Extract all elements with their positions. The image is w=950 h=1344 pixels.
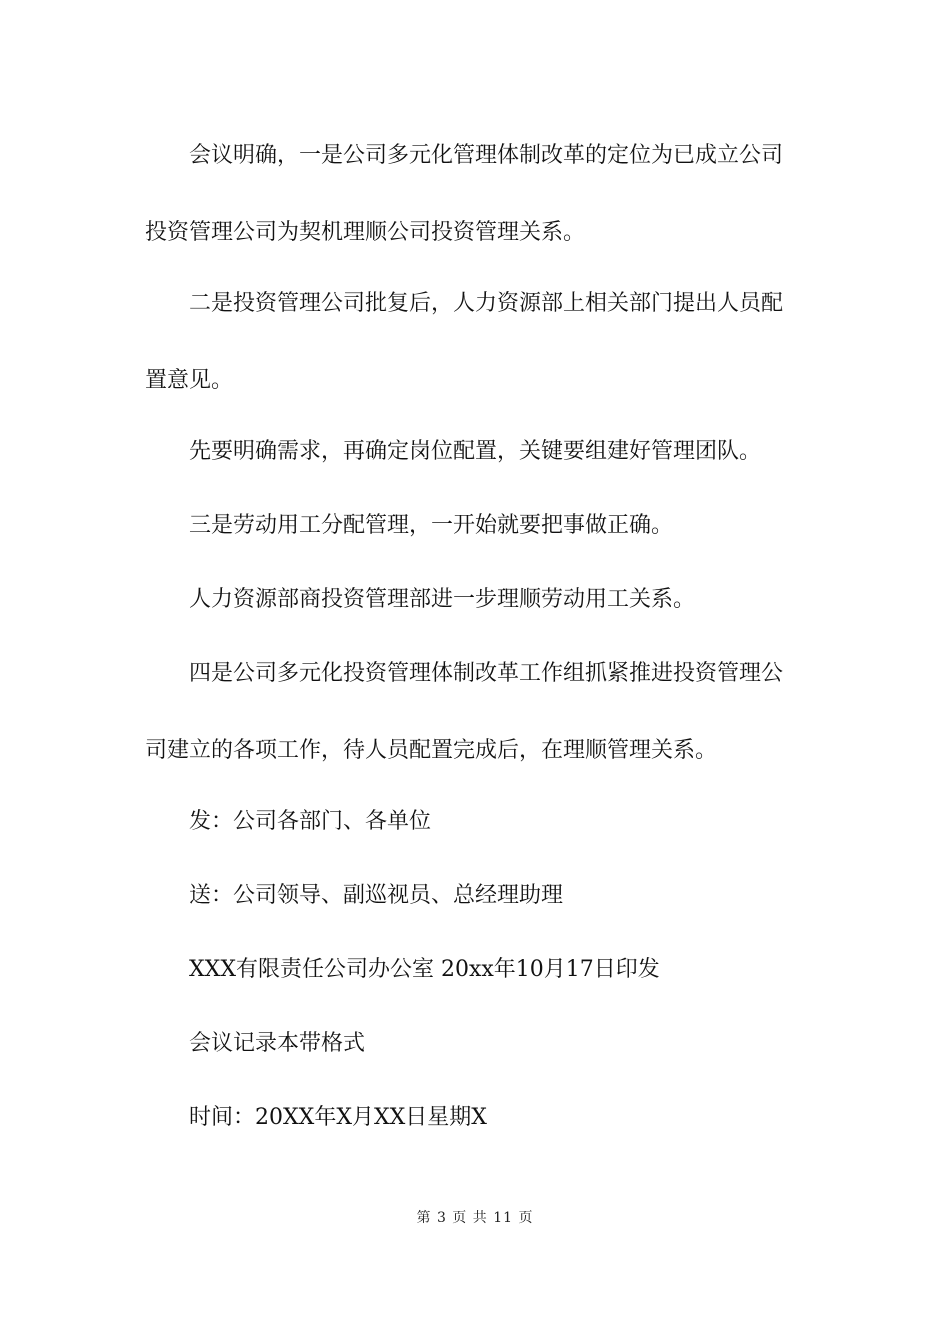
- paragraph-line: 司建立的各项工作，待人员配置完成后，在理顺管理关系。: [145, 738, 718, 763]
- paragraph-line: 三是劳动用工分配管理，一开始就要把事做正确。: [189, 513, 674, 538]
- paragraph-line: 发：公司各部门、各单位: [189, 809, 432, 834]
- paragraph-1: [145, 145, 815, 244]
- paragraph-2: [145, 293, 815, 392]
- paragraph-4: [145, 515, 859, 537]
- paragraph-6: [145, 663, 815, 762]
- paragraph-line: 先要明确需求，再确定岗位配置，关键要组建好管理团队。: [189, 439, 762, 464]
- distribution-line: [145, 811, 859, 833]
- paragraph-line: 送：公司领导、副巡视员、总经理助理: [189, 883, 564, 908]
- paragraph-line: 置意见。: [145, 368, 234, 393]
- paragraph-3: [145, 441, 859, 463]
- copy-to-line: [145, 885, 859, 907]
- time-line: [145, 1107, 859, 1129]
- paragraph-5: [145, 589, 859, 611]
- paragraph-line: 投资管理公司为契机理顺公司投资管理关系。: [145, 220, 586, 245]
- paragraph-line: 人力资源部商投资管理部进一步理顺劳动用工关系。: [189, 587, 696, 612]
- paragraph-line: 会议明确，一是公司多元化管理体制改革的定位为已成立公司: [189, 143, 784, 168]
- paragraph-line: XXX有限责任公司办公室 20xx年10月17日印发: [189, 957, 660, 982]
- paragraph-line: 四是公司多元化投资管理体制改革工作组抓紧推进投资管理公: [189, 661, 784, 686]
- issuer-line: [145, 959, 859, 981]
- paragraph-line: 二是投资管理公司批复后，人力资源部上相关部门提出人员配: [189, 291, 784, 316]
- paragraph-line: 时间：20XX年X月XX日星期X: [189, 1105, 487, 1130]
- paragraph-line: 会议记录本带格式: [189, 1031, 366, 1056]
- page-number-footer: 第 3 页 共 11 页: [416, 1210, 534, 1226]
- section-heading: [145, 1033, 859, 1055]
